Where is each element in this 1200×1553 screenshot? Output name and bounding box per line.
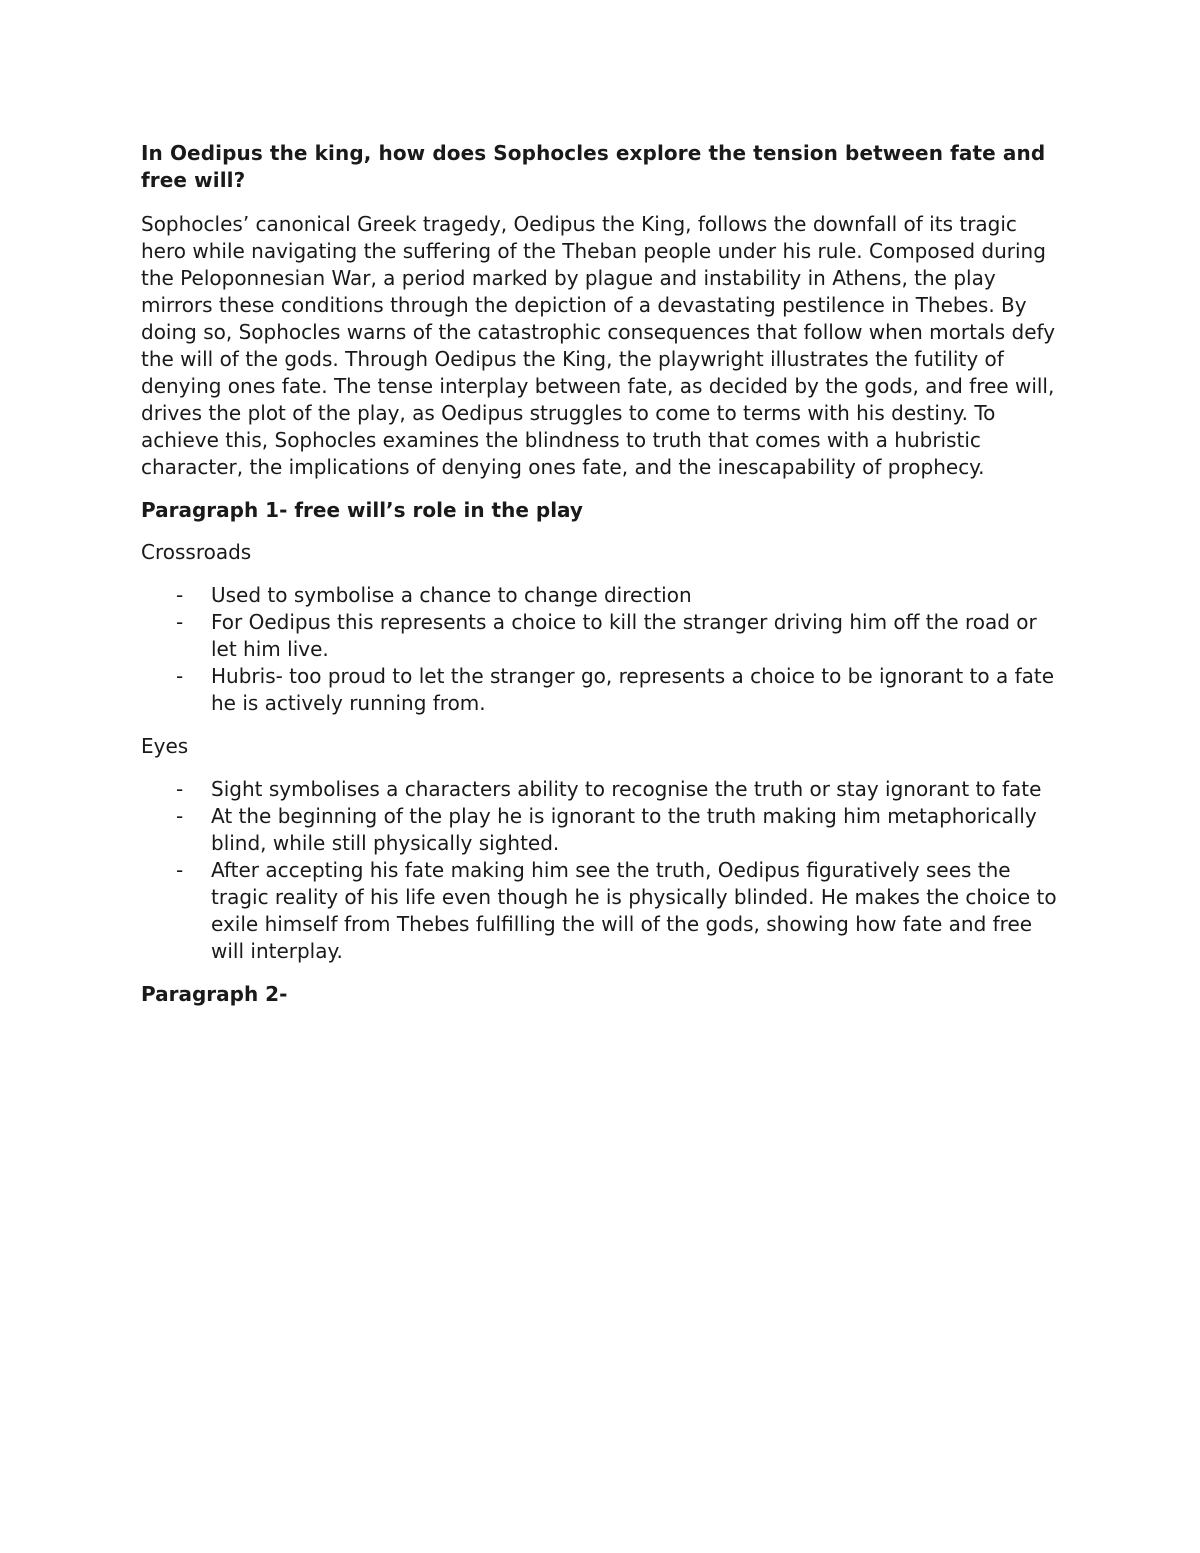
paragraph-1-heading: Paragraph 1- free will’s role in the play: [141, 498, 583, 522]
dash-bullet: -: [176, 804, 184, 828]
essay-question-title: In Oedipus the king, how does Sophocles explore the tension between fate and free will?: [141, 141, 1046, 192]
list-item-text: Sight symbolises a characters ability to recognise the truth or stay ignorant to fate: [211, 777, 1042, 801]
crossroads-list: [141, 582, 1066, 717]
document-page: [141, 140, 1066, 1023]
dash-bullet: -: [176, 664, 184, 688]
list-item-text: After accepting his fate making him see the truth, Oedipus figuratively sees the tragic reality of his life even though he is physically blinded. He makes the choice to exile himself from Thebes fulfilling the will of the gods, showing how fate and free will interplay.: [211, 858, 1057, 963]
dash-bullet: -: [176, 610, 184, 634]
list-item: [141, 857, 1066, 965]
list-item-text: Hubris- too proud to let the stranger go, represents a choice to be ignorant to a fate he is actively running from.: [211, 664, 1055, 715]
list-item: [141, 582, 1066, 609]
dash-bullet: -: [176, 583, 184, 607]
list-item-text: For Oedipus this represents a choice to kill the stranger driving him off the road or let him live.: [211, 610, 1037, 661]
paragraph-2-heading: Paragraph 2-: [141, 982, 288, 1006]
dash-bullet: -: [176, 858, 184, 882]
crossroads-label: Crossroads: [141, 540, 252, 564]
eyes-list: [141, 776, 1066, 965]
intro-paragraph: Sophocles’ canonical Greek tragedy, Oedipus the King, follows the downfall of its tragic hero while navigating the suffering of the Theban people under his rule. Composed during the Peloponnesian War, a period marked by plague and instability in Athens, the play mirrors these conditions through the depiction of a devastating pestilence in Thebes. By doing so, Sophocles warns of the catastrophic consequences that follow when mortals defy the will of the gods. Through Oedipus the King, the playwright illustrates the futility of denying ones fate. The tense interplay between fate, as decided by the gods, and free will, drives the plot of the play, as Oedipus struggles to come to terms with his destiny. To achieve this, Sophocles examines the blindness to truth that comes with a hubristic character, the implications of denying ones fate, and the inescapability of prophecy.: [141, 212, 1056, 479]
list-item-text: Used to symbolise a chance to change direction: [211, 583, 692, 607]
list-item: [141, 803, 1066, 857]
list-item: [141, 663, 1066, 717]
eyes-label: Eyes: [141, 734, 189, 758]
dash-bullet: -: [176, 777, 184, 801]
list-item: [141, 609, 1066, 663]
list-item-text: At the beginning of the play he is ignorant to the truth making him metaphorically blind, while still physically sighted.: [211, 804, 1037, 855]
list-item: [141, 776, 1066, 803]
